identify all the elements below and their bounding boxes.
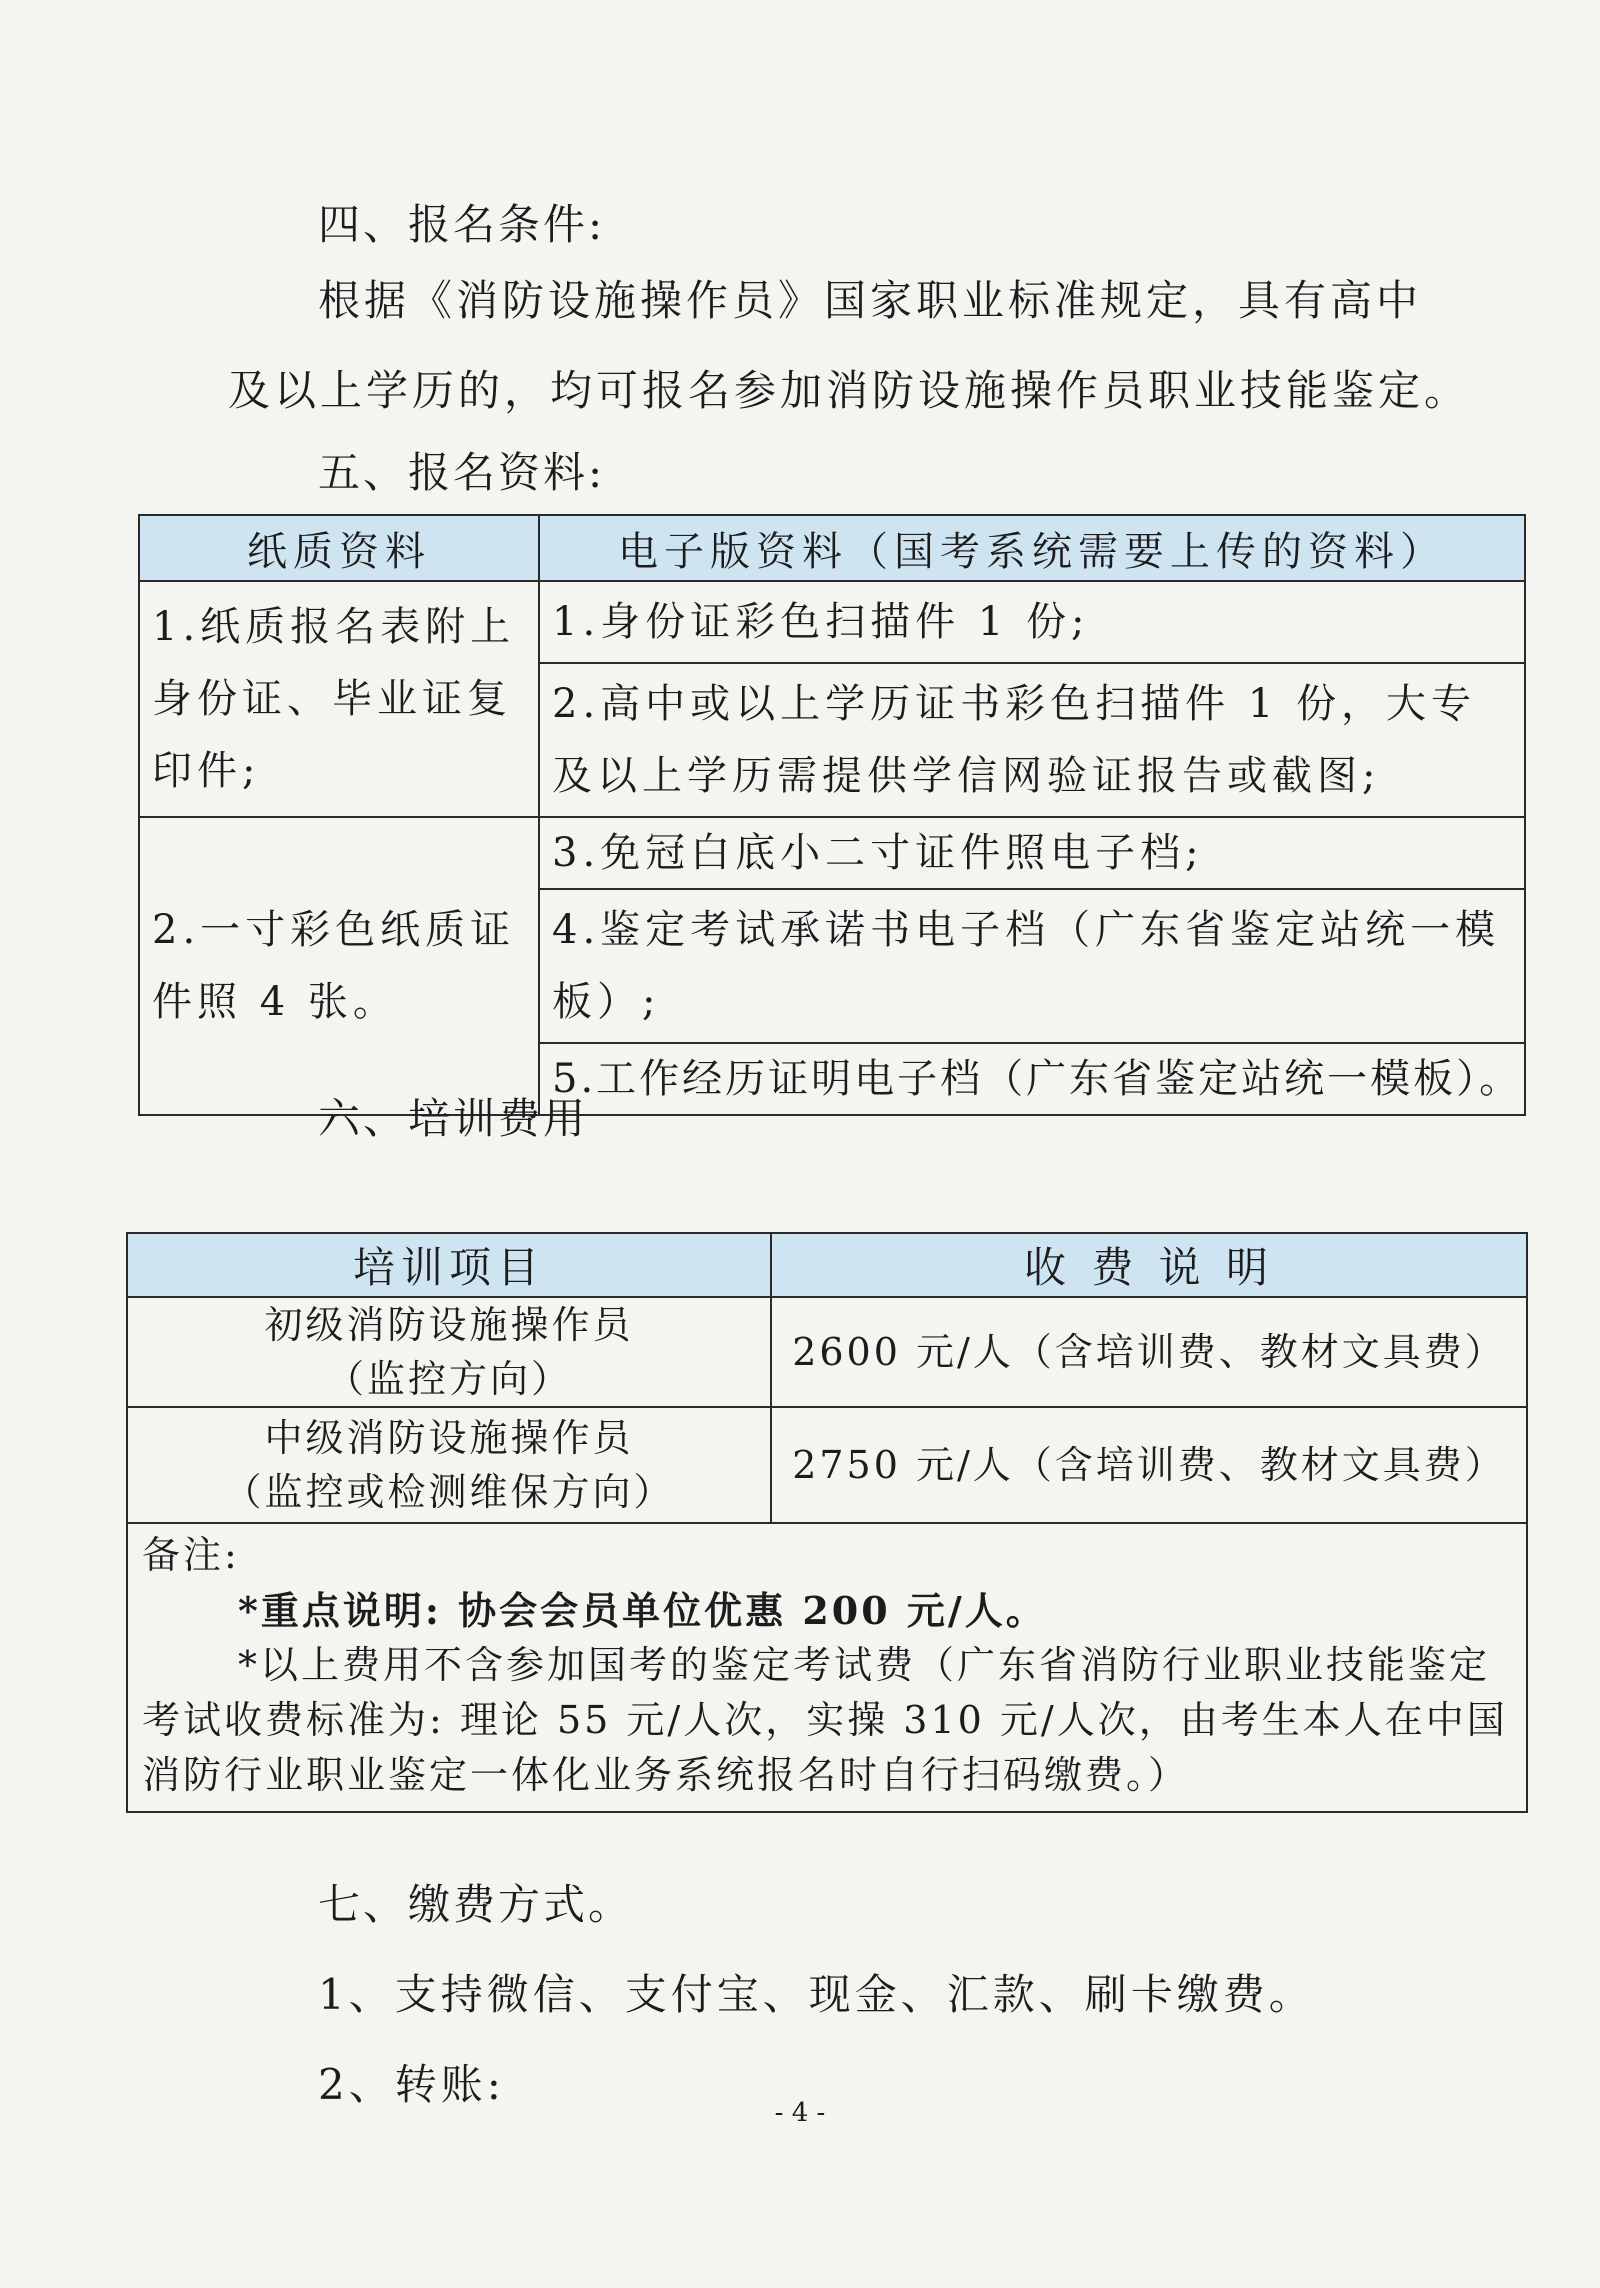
fee-item-line1: 中级消防设施操作员 bbox=[264, 1416, 634, 1460]
materials-header-electronic: 电子版资料（国考系统需要上传的资料） bbox=[539, 515, 1525, 581]
electronic-item-2: 2.高中或以上学历证书彩色扫描件 1 份，大专及以上学历需提供学信网验证报告或截图; bbox=[539, 663, 1525, 817]
page-number: - 4 - bbox=[774, 2098, 826, 2128]
table-row bbox=[127, 1297, 1527, 1407]
electronic-item-5: 5.工作经历证明电子档（广东省鉴定站统一模板）。 bbox=[539, 1043, 1525, 1115]
section7-item2: 2、转账: bbox=[318, 2060, 505, 2109]
fee-item-line2: （监控方向） bbox=[325, 1357, 572, 1401]
electronic-item-3: 3.免冠白底小二寸证件照电子档; bbox=[539, 817, 1525, 889]
fee-item-line2: （监控或检测维保方向） bbox=[223, 1470, 675, 1514]
paper-item-1: 1.纸质报名表附上身份证、毕业证复印件; bbox=[139, 581, 539, 817]
electronic-item-1: 1.身份证彩色扫描件 1 份; bbox=[539, 581, 1525, 663]
fee-amount: 2600 元/人（含培训费、教材文具费） bbox=[771, 1297, 1527, 1407]
fee-item bbox=[127, 1407, 771, 1523]
paper-item-2: 2.一寸彩色纸质证件照 4 张。 bbox=[139, 817, 539, 1115]
fee-item-line1: 初级消防设施操作员 bbox=[264, 1303, 634, 1347]
section6-heading: 六、培训费用 bbox=[318, 1094, 589, 1143]
fees-notes bbox=[127, 1523, 1527, 1812]
note-line-2: 考试收费标准为: 理论 55 元/人次，实操 310 元/人次，由考生本人在中国 bbox=[142, 1698, 1508, 1742]
table-row bbox=[127, 1407, 1527, 1523]
section4-line1: 根据《消防设施操作员》国家职业标准规定，具有高中 bbox=[318, 276, 1423, 325]
section5-heading: 五、报名资料: bbox=[318, 448, 606, 497]
fees-table bbox=[126, 1232, 1528, 1813]
section7-heading: 七、缴费方式。 bbox=[318, 1880, 634, 1929]
materials-header-paper: 纸质资料 bbox=[139, 515, 539, 581]
fee-amount: 2750 元/人（含培训费、教材文具费） bbox=[771, 1407, 1527, 1523]
fees-header-fee: 收 费 说 明 bbox=[771, 1233, 1527, 1297]
notes-label: 备注: bbox=[142, 1533, 240, 1577]
note-line-3: 消防行业职业鉴定一体化业务系统报名时自行扫码缴费。） bbox=[142, 1753, 1190, 1797]
note-key: *重点说明: 协会会员单位优惠 200 元/人。 bbox=[238, 1588, 1047, 1633]
fees-header-item: 培训项目 bbox=[127, 1233, 771, 1297]
section4-line2: 及以上学历的，均可报名参加消防设施操作员职业技能鉴定。 bbox=[228, 366, 1471, 415]
electronic-item-4: 4.鉴定考试承诺书电子档（广东省鉴定站统一模板）; bbox=[539, 889, 1525, 1043]
note-line-1: *以上费用不含参加国考的鉴定考试费（广东省消防行业职业技能鉴定 bbox=[238, 1643, 1491, 1687]
section4-heading: 四、报名条件: bbox=[318, 200, 606, 249]
fee-item bbox=[127, 1297, 771, 1407]
materials-table bbox=[138, 514, 1526, 1116]
section7-item1: 1、支持微信、支付宝、现金、汇款、刷卡缴费。 bbox=[318, 1970, 1315, 2019]
